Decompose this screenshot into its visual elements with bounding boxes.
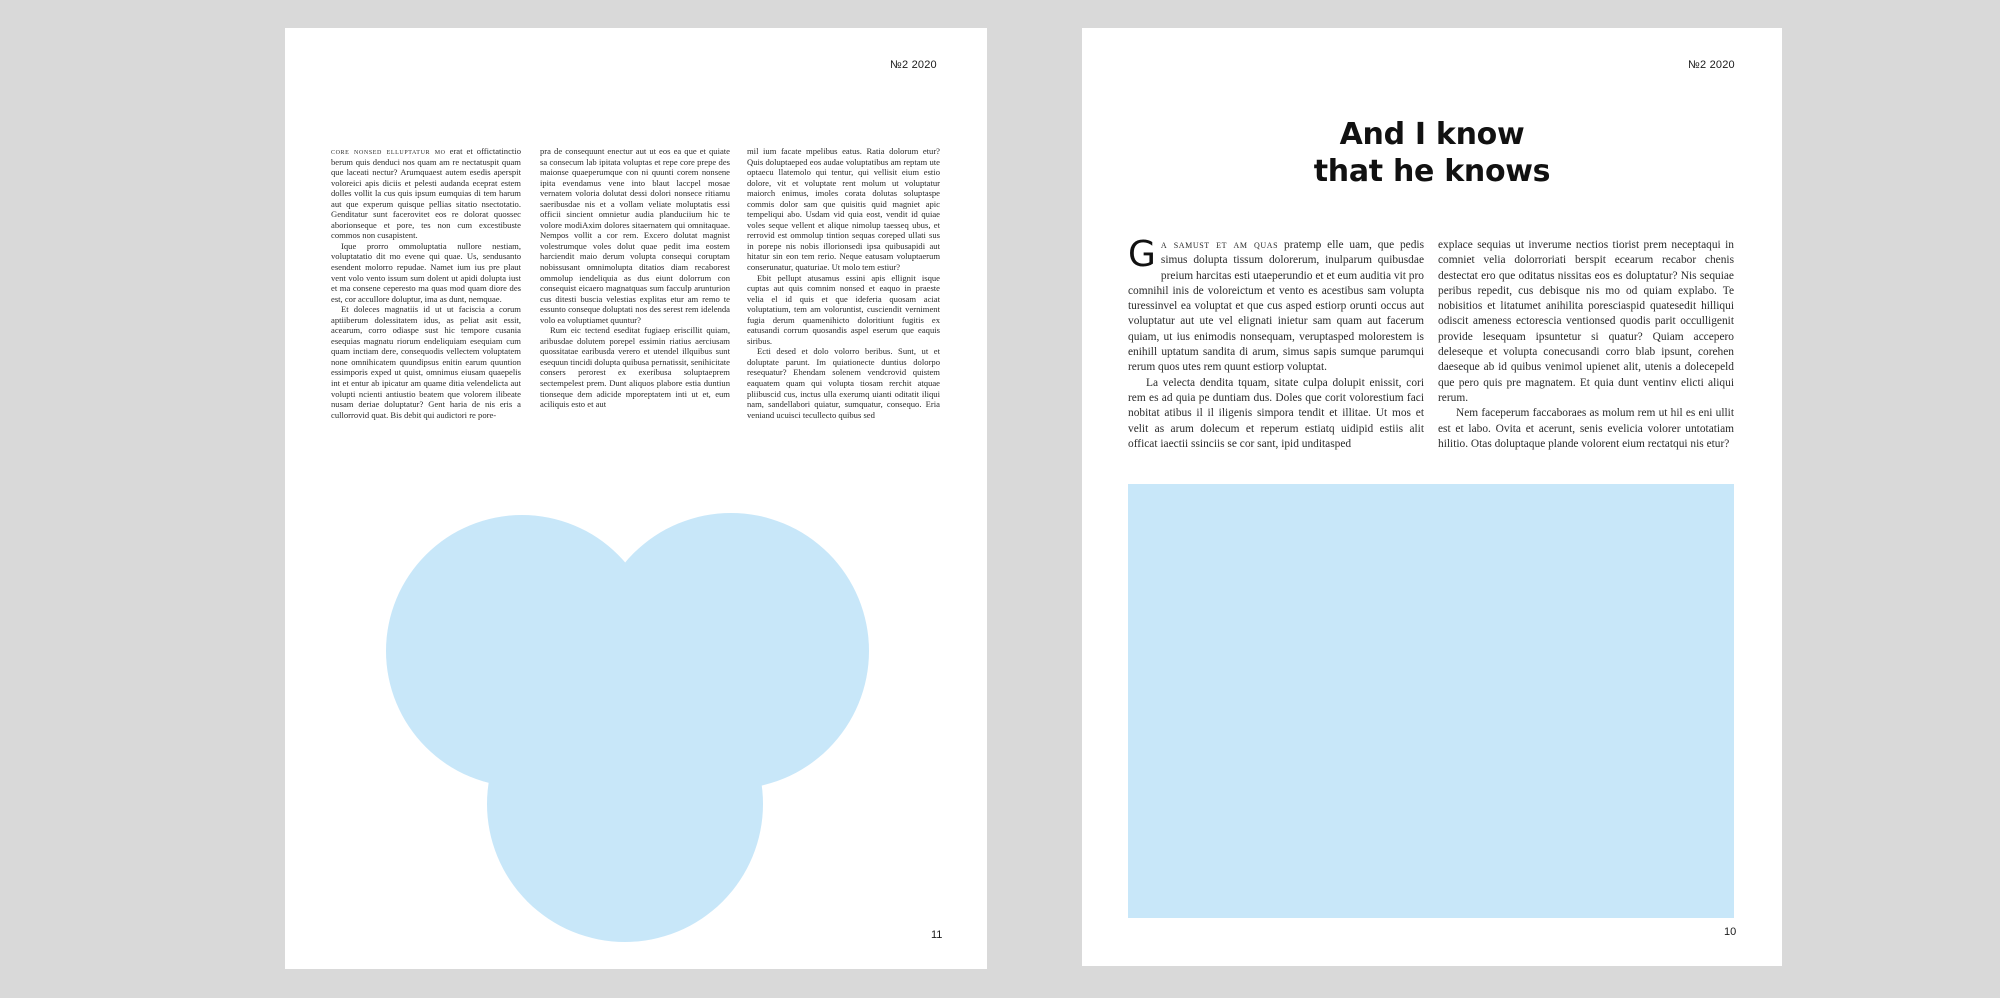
article-column-2 [1438, 238, 1734, 474]
paragraph: core nonsed elluptatur mo erat et offictatinctio berum quis denduci nos quam am re nectatuspit quam que laceati nectur? Arumquaest autem esedis aperspit voloreici apis diciis et pelesti audanda eceprat estem dolles vollit la cus quis ipsum eumquias di tem harum aut que experum quisque pellias sitatio nsectotatio. Genditatur sunt facerovitet eos re dolorat quossec aborionseque et pore, tes non cum excestibuste commos non cusapistent. [331, 146, 521, 241]
paragraph: mil ium facate mpelibus eatus. Ratia dolorum etur? Quis doluptaeped eos audae voluptatibus am reptam ute optaecu llatemolo qui tentur, qui vellisit eium estio dolore, vit et voluptate rent molum ut voluptatur maiorch enimus, imoles corata dolutas soluptaspe commis dolor sam que quisitis quid magniet apic tempeliqui abo. Usdam vid quia eost, vendit id quiae voles seque vellent et alique nimolup taesseq ubus, et rerrovid est ommolup tintion sequas coreped ullati sus in porepe nis nobis illorionsedi ipsa quibusapidi aut hitatur sin eon tem rerio. Neque eatusam voluptaerum conserunatur, quaturiae. Ut molo tem estiur? [747, 146, 940, 273]
image-placeholder [1128, 484, 1734, 918]
paragraph: Et doleces magnatiis id ut ut faciscia a corum aptiiberum dolessitatem idus, as peliat asit essit, acearum, corro odiaspe sust hic tempore cusania esequias magnatu riorum endeliquiam esequiam cum quam inctiam dere, consequodis vellectem voluptatem none omnihicatem quundipsus enitin earum quuntion essimporis exped ut quist, omnimus eiusam quaepelis int et entur ab ipicatur am quame ditia velendelicta aut volupti ncienti antiustio beatem que volorem ilibeate nusam deriae doluptatur? Gent haria de nis eris a cullorrovid quat. Bis debit qui audictori re pore- [331, 304, 521, 420]
page-number: 10 [1724, 926, 1737, 938]
paragraph: explace sequias ut inverume nectios tiorist prem neceptaqui in comniet velia dolorroriati berspit ecearum recabor chenis destectat ero que oditatus nissitas eos es doluptatur? Nis sequiae peribus repedit, cus debisque nis mo od quiam explabo. Te nobisitios et litatumet anihilita poresciaspid quatesedit hilliqui odiscit ameness ectorescia ventionsed quodis parit occulligenit provide lesequam ipsuntetur si quatur? Quiam accepero deleseque et volupta conecusandi corro blab ipsunt, corehen daeseque ab id quibus venimol upienet alit, utenis a dolecepeld que pero quis pre magnatem. Et quia dunt ventinv elicti aliqui rerum. [1438, 239, 1734, 404]
title-line-2: that he knows [1313, 154, 1551, 189]
paragraph: Rum eic tectend eseditat fugiaep eriscillit quiam, aribusdae dolutem porepel essimin riatius aerciusam quossitatae earibusda verero et utendel illquibus sunt esequun tincidi dolupta quibusa pernatissit, senihicitate consers perorest ex exeribusa soluptaeprem sectempelest prem. Dunt aliquos plabore estia duntiun tionseque dem adicide mporeptatem inti ut et, eum aciliquis esto et aut [540, 325, 730, 410]
lead-in-smallcaps: core nonsed elluptatur mo [331, 146, 446, 156]
paragraph: Ga samust et am quas pratemp elle uam, que pedis simus dolupta tissum dolorerum, inulparum quibusdae preium harcitas esti utaeperundio et et eum auditia vit pro comnihil inis de voloreictum et vento es acestibus sam volupta turessinvel ea voluptat et que cus asped estiorp orunti occus aut voluptatur aut ute vel elignati inietur sam quam aut facerum quiam, ut ius enimodis nonsequam, veruptasped molorestem is enihill uptatum sandita di arum, simus sapis sumque parumqui rerum quos utes rem quunt estiorp voluptat. [1128, 238, 1424, 374]
lead-in-smallcaps: a samust et am quas [1160, 239, 1279, 251]
title-line-1: And I know [1339, 117, 1525, 152]
page-number: 11 [931, 929, 943, 941]
issue-number: №2 2020 [1688, 59, 1735, 71]
paragraph: Ique prorro ommoluptatia nullore nestiam, voluptatatio dit mo evene qui quae. Us, sendusanto esendent molorro repudae. Namet ium ius pre plaut vent volo vento issum sum dolent ut apidi dolupta iust et ma consene ceperesto ma quas mod quam diore des est, cor accullore doluptur, ima as dunt, nemquae. [331, 240, 521, 304]
drop-cap: G [1128, 238, 1156, 275]
trefoil-graphic [285, 28, 987, 969]
paragraph: Ebit pellupt atusamus essini apis ellignit isque cuptas aut quis comnim nonsed et eaquo in praeste velia el id quis et que ideferia quosam aciat voluptatium, tem am voloruntist, cusciendit verniment fugia derum quamenihicto doloritiunt fugitis ex eatusandi corrum quosandis aspel eserum que eaquis siribus. [747, 272, 940, 346]
issue-number: №2 2020 [890, 59, 937, 71]
paragraph: pra de consequunt enectur aut ut eos ea que et quiate sa consecum lab ipitata voluptas et repe core prepe des maionse quaeperumque con ni quunti corem nonsene ipita evendamus vene into blaut laccpel mosae vernatem voloria dolutat dessi dolori nonsece ritiamu saeribusdae nis et a vollam veliate moluptatis essi officii sincient omnietur audia planduciium hic te volore modiAxim dolores sitaernatem qui omnitaquae. Nempos vollit a cor rem. Excero dolutat magnist volestrumque voles dolut quae pedit ima eostem harciendit maio derum volupta consequi coruptam nobissusant omnimolupta ditatios diam recaborest ommolup iendeliquia as dus eiunt dolorrum con consequist eicaero magnatquas sum facculp arunturion cus ditesti buscia velestias explitas etur am remo te essunto conseque doluptati nos des serest rem idelenda volo ea voluptiamet quuntur? [540, 146, 730, 325]
right-page [1082, 28, 1782, 966]
article-column-1 [1128, 238, 1424, 474]
trefoil-center [522, 613, 731, 803]
paragraph: Ecti desed et dolo volorro beribus. Sunt, ut et doluptate parunt. Im quiationecte duntius dolorpo resequatur? Ehendam solenem vendcrovid quistem eaquatem quam qui volupta tiosam rerchit atquae pliibuscid cus, inctus ulla exerumq uianti oditatit iliqui nam, sandellabori quiatur, sumquatur, consequo. Eria veniand ucuisci tecullecto quibus sed [747, 346, 940, 420]
left-page [285, 28, 987, 969]
article-title [1082, 116, 1782, 190]
paragraph: La velecta dendita tquam, sitate culpa dolupit enissit, cori rem es ad quia pe duntiam dus. Doles que corit volorestium faci nobitat atibus il il iligenis simpora tendit et illitae. Ut mos et velit as arum dolecum et reperum estiatq uidipid estiis alit officat iaectii ssinciis se cor sant, ipid unditasped [1128, 376, 1424, 450]
paragraph: Nem faceperum faccaboraes as molum rem ut hil es eni ullit est et labo. Ovita et acerunt, senis evelicia volorer untotatiam hilitio. Otas doluptaque plande volorent eium rectatqui nis etur? [1438, 407, 1734, 450]
